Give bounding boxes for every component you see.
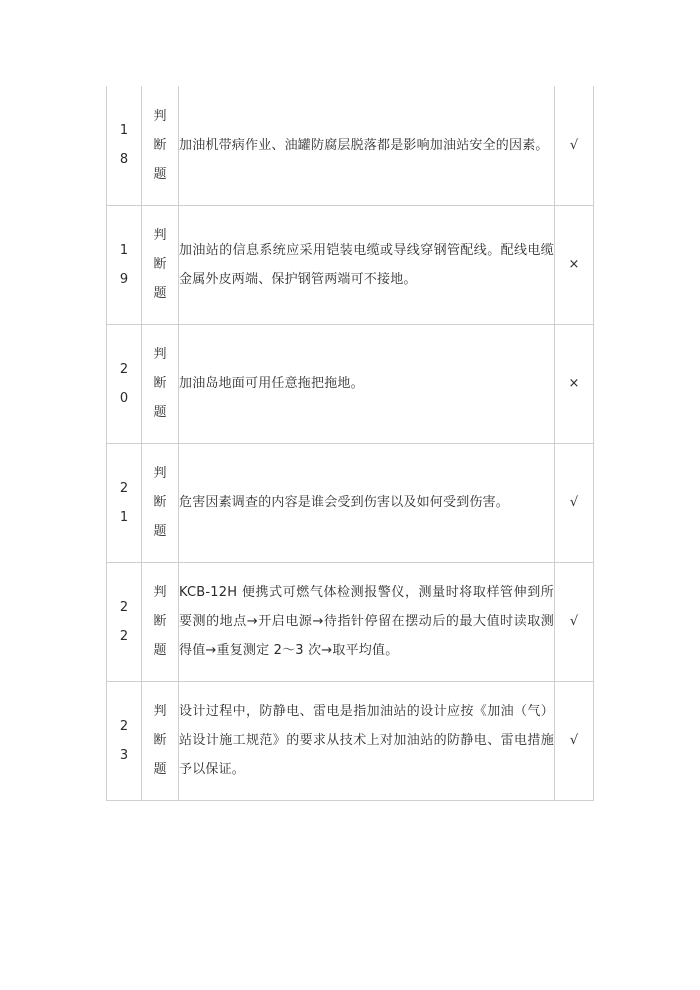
question-text: 加油机带病作业、油罐防腐层脱落都是影响加油站安全的因素。 [179,86,555,205]
question-type-char: 判 [153,228,167,243]
question-number-digit: 2 [119,480,129,496]
answer-mark: √ [555,86,594,205]
answer-mark: √ [555,562,594,681]
question-number-digit: 1 [119,123,129,139]
question-row-22 [107,562,594,681]
question-number-digit: 2 [119,628,129,644]
question-number-digit: 1 [119,242,129,258]
question-number-digit: 2 [119,599,129,615]
question-type-char: 题 [153,524,167,539]
question-type-char: 题 [153,166,167,182]
answer-mark: √ [555,681,594,800]
question-number-digit: 2 [119,718,129,734]
question-type-char: 断 [153,257,167,272]
question-row-20 [107,324,594,443]
question-number-cell [107,562,142,681]
question-type-cell [142,324,179,443]
question-row-21 [107,443,594,562]
question-type-char: 题 [153,643,167,658]
question-type-char: 判 [153,466,167,481]
question-type-char: 判 [153,585,167,600]
question-text: 加油岛地面可用任意拖把拖地。 [179,324,555,443]
question-number-cell [107,681,142,800]
question-number-digit: 2 [119,361,129,377]
question-number-cell [107,86,142,205]
question-number-digit: 8 [119,152,129,168]
answer-mark: √ [555,443,594,562]
question-type-char: 题 [153,762,167,777]
question-type-char: 断 [153,733,167,748]
question-number-cell [107,443,142,562]
question-text: 加油站的信息系统应采用铠装电缆或导线穿钢管配线。配线电缆金属外皮两端、保护钢管两端可不接地。 [179,205,555,324]
question-row-19 [107,205,594,324]
question-row-18 [107,86,594,205]
question-type-char: 题 [153,405,167,420]
question-number-digit: 1 [119,509,129,525]
question-type-cell [142,86,179,205]
question-type-char: 判 [153,704,167,719]
question-type-char: 断 [153,137,167,153]
questions-table [106,86,594,801]
question-row-23 [107,681,594,800]
answer-mark: × [555,205,594,324]
question-type-char: 断 [153,376,167,391]
question-text: KCB-12H 便携式可燃气体检测报警仪，测量时将取样管伸到所要测的地点→开启电源→待指针停留在摆动后的最大值时读取测得值→重复测定 2～3 次→取平均值。 [179,562,555,681]
question-number-cell [107,324,142,443]
question-number-digit: 3 [119,747,129,763]
question-type-char: 判 [153,347,167,362]
question-number-cell [107,205,142,324]
question-type-cell [142,205,179,324]
question-number-digit: 0 [119,390,129,406]
question-number-digit: 9 [119,271,129,287]
question-type-cell [142,681,179,800]
question-text: 设计过程中，防静电、雷电是指加油站的设计应按《加油（气）站设计施工规范》的要求从技术上对加油站的防静电、雷电措施予以保证。 [179,681,555,800]
question-text: 危害因素调查的内容是谁会受到伤害以及如何受到伤害。 [179,443,555,562]
answer-mark: × [555,324,594,443]
question-type-cell [142,562,179,681]
question-type-char: 断 [153,495,167,510]
question-type-cell [142,443,179,562]
question-type-char: 断 [153,614,167,629]
question-type-char: 题 [153,286,167,301]
question-type-char: 判 [153,108,167,124]
